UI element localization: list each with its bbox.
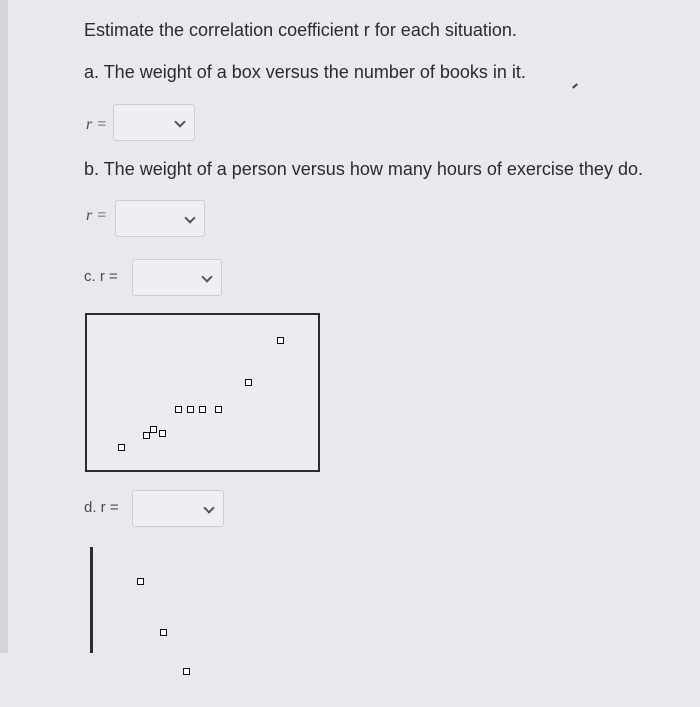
scatter-c-point-7 [199,406,206,413]
question-d-r-dropdown[interactable] [132,490,224,527]
scatter-c-point-6 [187,406,194,413]
scatter-c-point-8 [215,406,222,413]
question-d-r-label: d. r = [84,499,119,516]
question-a-r-label: r = [86,116,108,133]
page-edge [0,0,8,653]
question-b-text: b. The weight of a person versus how many hours of exercise they do. [84,159,643,179]
instructions-heading: Estimate the correlation coefficient r for each situation. [84,20,517,40]
question-a-text: a. The weight of a box versus the number of books in it. [84,62,526,82]
stray-mark [572,83,578,88]
question-a-r-dropdown[interactable] [113,104,195,141]
scatter-c-point-9 [245,379,252,386]
chevron-down-icon [184,212,195,223]
scatter-c-point-3 [150,426,157,433]
question-b-r-label: r = [86,207,108,224]
scatter-plot-c [85,313,320,472]
scatter-d-point-2 [160,629,167,636]
scatter-c-point-10 [277,337,284,344]
question-b-r-dropdown[interactable] [115,200,205,237]
chevron-down-icon [203,502,214,513]
scatter-c-point-5 [175,406,182,413]
scatter-c-point-4 [159,430,166,437]
scatter-d-point-1 [137,578,144,585]
chevron-down-icon [201,271,212,282]
chevron-down-icon [174,116,185,127]
question-c-r-dropdown[interactable] [132,259,222,296]
scatter-c-point-1 [118,444,125,451]
question-c-r-label: c. r = [84,268,118,285]
scatter-d-point-3 [183,668,190,675]
scatter-c-point-2 [143,432,150,439]
scatter-plot-d [90,547,320,707]
